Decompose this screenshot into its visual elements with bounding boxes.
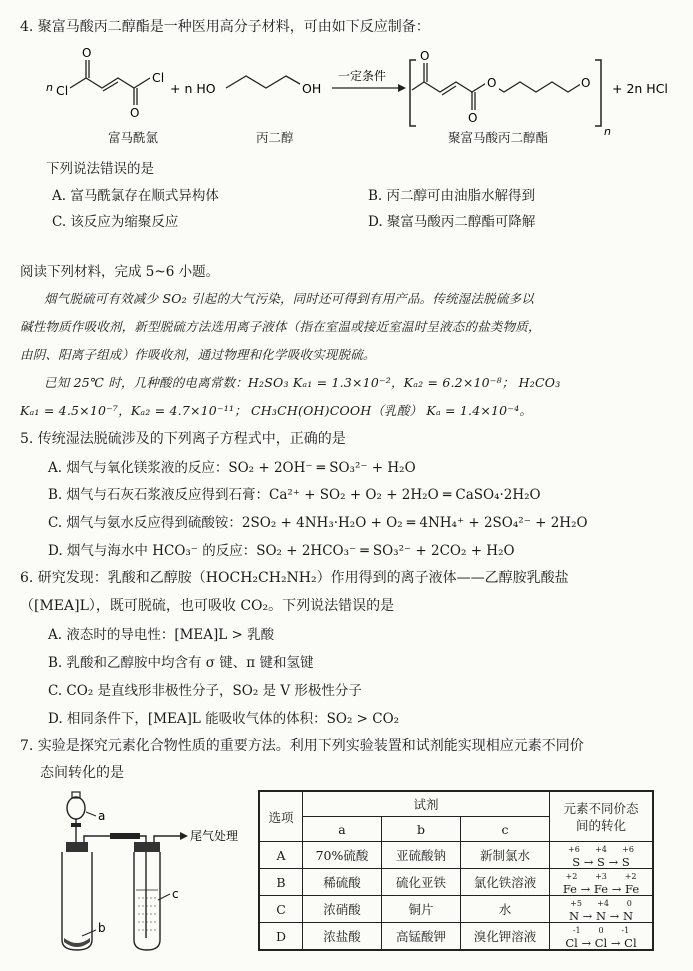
row-d-conv: [550, 923, 654, 951]
row-d-a: 浓盐酸: [303, 923, 382, 951]
scheme-o1: O: [82, 46, 92, 60]
row-b-val-2: +3: [595, 872, 607, 881]
row-b-opt: B: [259, 869, 303, 896]
q6-option-b[interactable]: B. 乳酸和乙醇胺中均含有 σ 键、π 键和氢键: [48, 655, 314, 671]
scheme-plus-diol: + n HO: [170, 81, 216, 96]
th-conversion-1: 元素不同价态: [563, 800, 639, 816]
th-conversion: [550, 791, 654, 842]
th-c: c: [461, 817, 550, 842]
scheme-o2: O: [130, 106, 140, 120]
scheme-tail: + 2n HCl: [612, 81, 668, 96]
th-reagent: 试剂: [303, 791, 550, 817]
table-row: [259, 896, 653, 923]
q5-stem: 5. 传统湿法脱硫涉及的下列离子方程式中，正确的是: [20, 431, 346, 447]
q6-option-d[interactable]: D. 相同条件下，[MEA]L 能吸收气体的体积：SO₂ > CO₂: [48, 711, 400, 727]
q4-option-d[interactable]: D. 聚富马酸丙二醇酯可降解: [368, 214, 536, 230]
row-c-a: 浓硝酸: [303, 896, 382, 923]
row-c-val-3: 0: [626, 899, 632, 908]
name-polymer: 聚富马酸丙二醇酯: [448, 130, 549, 145]
scheme-p-o1: O: [420, 49, 430, 63]
th-b: b: [382, 817, 461, 842]
q4-option-c[interactable]: C. 该反应为缩聚反应: [52, 214, 179, 230]
row-d-c: 溴化钾溶液: [461, 923, 550, 951]
experiment-apparatus: [30, 790, 280, 960]
table-row: [259, 869, 653, 896]
row-a-c: 新制氯水: [461, 842, 550, 869]
q4-stem: 4. 聚富马酸丙二醇酯是一种医用高分子材料，可由如下反应制备：: [20, 19, 430, 35]
scheme-oh: OH: [302, 81, 322, 96]
row-b-conv-text: Fe → Fe → Fe: [562, 882, 640, 896]
q4-reaction-scheme: [0, 38, 693, 148]
q7-stem-line2: 态间转化的是: [40, 765, 124, 781]
row-c-val-2: +4: [597, 899, 609, 908]
q4-option-a[interactable]: A. 富马酰氯存在顺式异构体: [52, 188, 219, 204]
label-b: b: [98, 921, 106, 935]
row-c-conv: [550, 896, 654, 923]
row-b-b: 硫化亚铁: [382, 869, 461, 896]
row-b-conv: [550, 869, 654, 896]
reading-p4: 已知 25℃ 时，几种酸的电离常数：H₂SO₃ Kₐ₁ = 1.3×10⁻²，Kₐ₂ = 6.2×10⁻⁸； H₂CO₃: [44, 375, 561, 390]
row-a-a: 70%硫酸: [303, 842, 382, 869]
scheme-p-o2: O: [468, 111, 478, 125]
row-c-val-1: +5: [570, 899, 582, 908]
row-c-c: 水: [461, 896, 550, 923]
q5-option-b[interactable]: B. 烟气与石灰石浆液反应得到石膏：Ca²⁺ + SO₂ + O₂ + 2H₂O ═ CaSO₄·2H₂O: [48, 487, 541, 503]
q7-table: [258, 790, 654, 951]
q5-option-a[interactable]: A. 烟气与氧化镁浆液的反应：SO₂ + 2OH⁻ ═ SO₃²⁻ + H₂O: [48, 460, 416, 476]
th-conversion-2: 间的转化: [575, 817, 626, 833]
row-a-opt: A: [259, 842, 303, 869]
scheme-condition: 一定条件: [338, 69, 387, 83]
row-d-val-3: -1: [621, 926, 630, 935]
q6-option-a[interactable]: A. 液态时的导电性：[MEA]L > 乳酸: [48, 627, 275, 643]
reading-p2: 碱性物质作吸收剂，新型脱硫方法选用离子液体（指在室温或接近室温时呈液态的盐类物质，: [20, 319, 541, 334]
q7-stem-line1: 7. 实验是探究元素化合物性质的重要方法。利用下列实验装置和试剂能实现相应元素不同价: [20, 738, 584, 754]
reading-p5: Kₐ₁ = 4.5×10⁻⁷，Kₐ₂ = 4.7×10⁻¹¹； CH₃CH(OH)COOH（乳酸） Kₐ = 1.4×10⁻⁴。: [20, 403, 533, 418]
row-b-val-1: +2: [565, 872, 578, 881]
row-a-val-2: +4: [595, 845, 607, 854]
q6-stem-line2: （[MEA]L），既可脱硫，也可吸收 CO₂。下列说法错误的是: [20, 598, 395, 614]
row-c-opt: C: [259, 896, 303, 923]
row-d-b: 高锰酸钾: [382, 923, 461, 951]
row-d-val-1: -1: [572, 926, 581, 935]
row-d-opt: D: [259, 923, 303, 951]
scheme-p-o4: O: [581, 76, 591, 90]
row-c-b: 铜片: [382, 896, 461, 923]
scheme-cl-right: Cl: [152, 70, 165, 85]
scheme-n1: n: [46, 81, 53, 94]
row-d-conv-text: Cl → Cl → Cl: [565, 936, 637, 950]
label-c: c: [172, 887, 179, 901]
name-fumaroyl-chloride: 富马酰氯: [108, 130, 159, 145]
row-a-b: 亚硫酸钠: [382, 842, 461, 869]
row-a-conv: [550, 842, 654, 869]
label-exhaust: 尾气处理: [190, 829, 239, 843]
reading-intro: 阅读下列材料，完成 5~6 小题。: [20, 264, 220, 280]
th-a: a: [303, 817, 382, 842]
q6-option-c[interactable]: C. CO₂ 是直线形非极性分子，SO₂ 是 V 形极性分子: [48, 683, 362, 699]
scheme-p-n: n: [604, 125, 611, 138]
reading-p3: 由阴、阳离子组成）作吸收剂，通过物理和化学吸收实现脱硫。: [20, 347, 376, 362]
th-option: 选项: [259, 791, 303, 842]
row-a-val-3: +6: [622, 845, 634, 854]
table-row: [259, 842, 653, 869]
row-d-val-2: 0: [598, 926, 604, 935]
row-b-a: 稀硫酸: [303, 869, 382, 896]
table-row: [259, 923, 653, 951]
row-c-conv-text: N → N → N: [568, 909, 634, 923]
q5-option-c[interactable]: C. 烟气与氨水反应得到硫酸铵：2SO₂ + 4NH₃·H₂O + O₂ ═ 4NH₄⁺ + 2SO₄²⁻ + 2H₂O: [48, 515, 588, 531]
row-a-val-1: +6: [568, 845, 580, 854]
reading-p1: 烟气脱硫可有效减少 SO₂ 引起的大气污染，同时还可得到有用产品。传统湿法脱硫多以: [44, 291, 534, 306]
q5-option-d[interactable]: D. 烟气与海水中 HCO₃⁻ 的反应：SO₂ + 2HCO₃⁻ ═ SO₃²⁻ + 2CO₂ + H₂O: [48, 543, 515, 559]
label-a: a: [98, 809, 106, 823]
scheme-p-o3: O: [487, 76, 497, 90]
row-b-val-3: +2: [624, 872, 637, 881]
row-a-conv-text: S → S → S: [572, 855, 630, 869]
q4-prompt: 下列说法错误的是: [46, 161, 154, 177]
q4-option-b[interactable]: B. 丙二醇可由油脂水解得到: [368, 188, 536, 204]
q6-stem-line1: 6. 研究发现：乳酸和乙醇胺（HOCH₂CH₂NH₂）作用得到的离子液体——乙醇胺乳酸盐: [20, 570, 569, 586]
row-b-c: 氯化铁溶液: [461, 869, 550, 896]
scheme-cl-left: Cl: [56, 83, 69, 98]
name-propanediol: 丙二醇: [256, 130, 294, 145]
